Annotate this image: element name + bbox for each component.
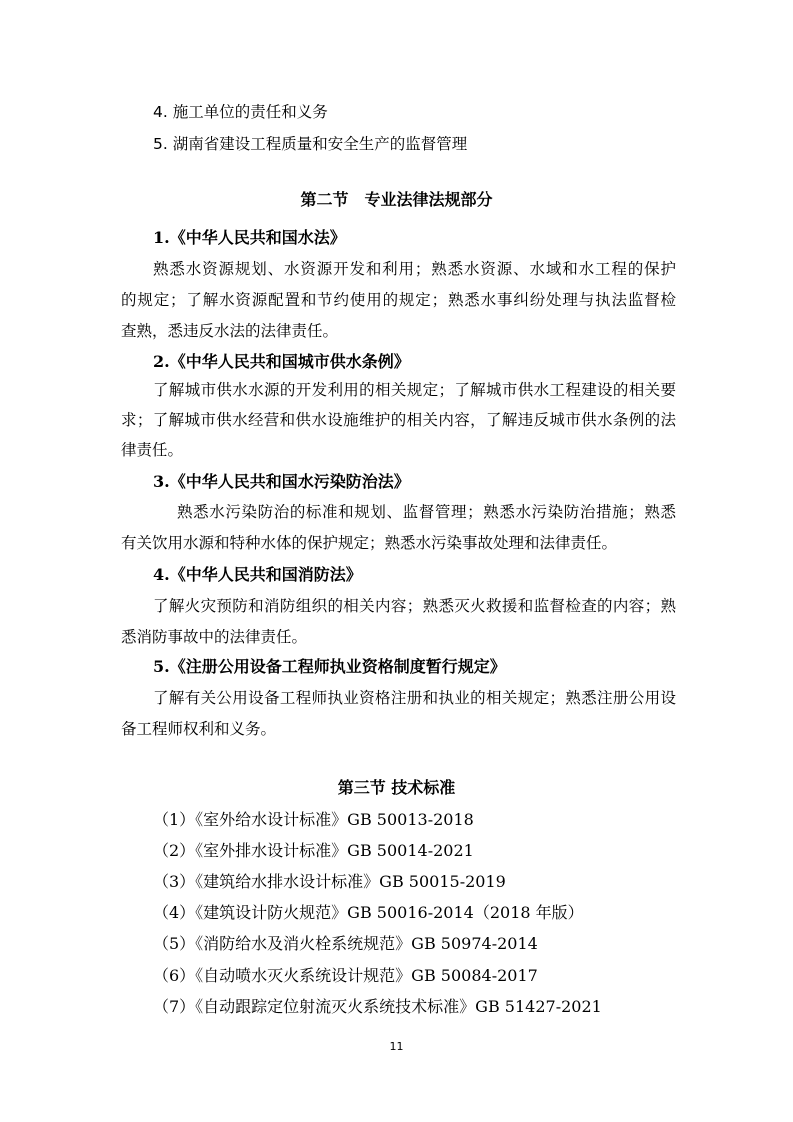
standard-item: （1）《室外给水设计标准》GB 50013-2018 <box>153 810 474 829</box>
paragraph-line: 查熟，悉违反水法的法律责任。 <box>121 322 339 340</box>
list-item: 4. 施工单位的责任和义务 <box>153 103 328 121</box>
standard-item: （2）《室外排水设计标准》GB 50014-2021 <box>153 841 474 860</box>
standard-item: （5）《消防给水及消火栓系统规范》GB 50974-2014 <box>153 934 538 953</box>
law-heading: 4.《中华人民共和国消防法》 <box>153 565 362 584</box>
paragraph-line: 熟悉水污染防治的标准和规划、监督管理；熟悉水污染防治措施；熟悉 <box>177 503 676 521</box>
law-heading: 1.《中华人民共和国水法》 <box>153 228 346 247</box>
paragraph-line: 的规定；了解水资源配置和节约使用的规定；熟悉水事纠纷处理与执法监督检 <box>121 291 676 309</box>
law-heading: 5.《注册公用设备工程师执业资格制度暂行规定》 <box>153 657 506 676</box>
list-item: 5. 湖南省建设工程质量和安全生产的监督管理 <box>153 135 468 153</box>
paragraph-line: 备工程师权利和义务。 <box>121 720 277 738</box>
standard-item: （7）《自动跟踪定位射流灭火系统技术标准》GB 51427-2021 <box>153 997 602 1016</box>
paragraph-line: 有关饮用水源和特种水体的保护规定；熟悉水污染事故处理和法律责任。 <box>121 534 618 552</box>
paragraph-line: 了解火灾预防和消防组织的相关内容；熟悉灭火救援和监督检查的内容；熟 <box>153 597 676 615</box>
law-heading: 3.《中华人民共和国水污染防治法》 <box>153 472 410 491</box>
standard-item: （6）《自动喷水灭火系统设计规范》GB 50084-2017 <box>153 966 538 985</box>
paragraph-line: 熟悉水资源规划、水资源开发和利用；熟悉水资源、水域和水工程的保护 <box>153 260 676 278</box>
paragraph-line: 了解城市供水水源的开发利用的相关规定；了解城市供水工程建设的相关要 <box>153 381 676 399</box>
standard-item: （3）《建筑给水排水设计标准》GB 50015-2019 <box>153 872 506 891</box>
paragraph-line: 悉消防事故中的法律责任。 <box>121 628 308 646</box>
law-heading: 2.《中华人民共和国城市供水条例》 <box>153 352 410 371</box>
paragraph-line: 求；了解城市供水经营和供水设施维护的相关内容，了解违反城市供水条例的法 <box>121 411 676 429</box>
section-title: 第二节 专业法律法规部分 <box>300 190 493 209</box>
section-title: 第三节 技术标准 <box>337 778 456 797</box>
standard-item: （4）《建筑设计防火规范》GB 50016-2014（2018 年版） <box>153 903 584 922</box>
page-number: 11 <box>389 1040 404 1053</box>
paragraph-line: 律责任。 <box>121 441 184 459</box>
paragraph-line: 了解有关公用设备工程师执业资格注册和执业的相关规定；熟悉注册公用设 <box>153 689 676 707</box>
